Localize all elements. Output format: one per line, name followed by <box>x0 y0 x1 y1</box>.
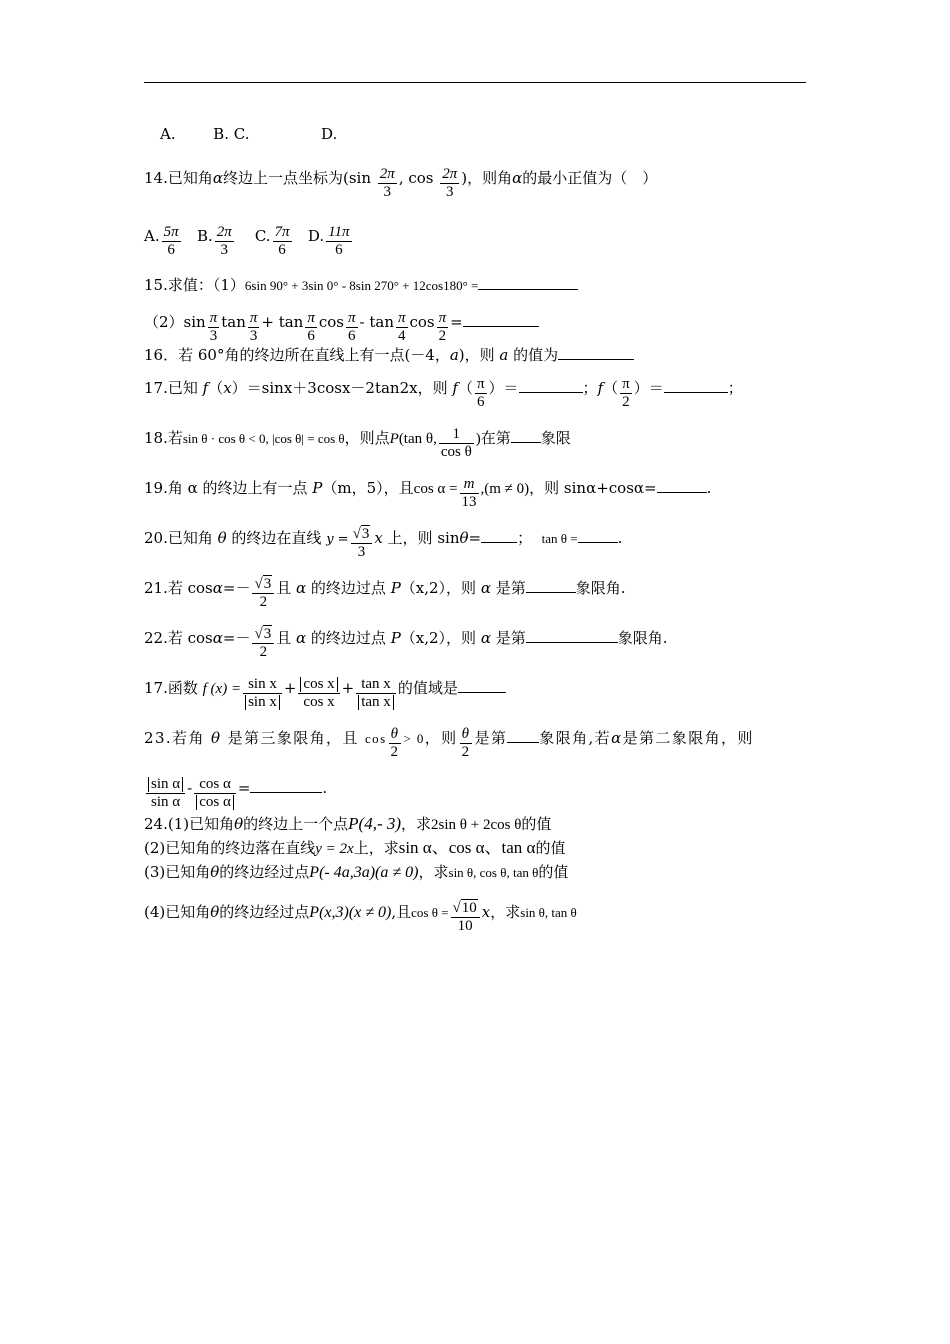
math-text: 3 <box>249 328 258 344</box>
math-text: 2 <box>461 744 471 760</box>
math-text: ）＝sinx＋3cosx－2tan2x，则 <box>231 379 453 397</box>
math-text: ； <box>517 529 533 547</box>
math-text: cos θ <box>440 444 472 460</box>
math-text: f (x) = <box>202 681 242 697</box>
math-text: . <box>322 779 328 797</box>
math-text: 的值 <box>538 863 569 881</box>
math-text: 2sin θ + 2cos θ <box>431 817 522 833</box>
math-text: 的终边过点 <box>306 579 391 597</box>
math-text: 的终边经过点 <box>219 863 310 881</box>
fraction <box>273 224 292 259</box>
math-text: sin x <box>243 676 282 694</box>
math-text: 20.已知角 <box>144 529 218 547</box>
math-text: cos θ = <box>411 905 449 920</box>
math-text: 16．若 60°角的终边所在直线上有一点(－4， <box>144 346 450 364</box>
math-text: 的最小正值为（ ） <box>522 169 658 187</box>
math-text: P(4,- 3) <box>348 814 402 833</box>
math-text: = <box>468 529 482 547</box>
math-text: tan θ = <box>541 531 578 546</box>
math-text: θ <box>389 726 402 744</box>
math-text: P <box>389 431 399 447</box>
math-text: 2π <box>216 224 232 240</box>
q14-question <box>144 166 657 201</box>
math-text: =－ <box>222 629 251 647</box>
math-text: 的终边上一个点 <box>243 815 349 833</box>
math-text: 18.若 <box>144 429 183 447</box>
math-text: 15.求值：（1） <box>144 276 245 294</box>
math-text: ，则点 <box>344 429 390 447</box>
math-text: y = 2x <box>315 841 354 857</box>
math-text: 3 <box>209 328 218 344</box>
math-text: 2 <box>390 744 400 760</box>
answer-blank[interactable] <box>578 527 618 543</box>
math-text: . <box>706 479 712 497</box>
answer-blank[interactable] <box>526 627 618 643</box>
math-text: 6 <box>307 328 315 344</box>
math-text: 10 <box>457 918 473 934</box>
math-text: (3)已知角 <box>144 863 211 881</box>
math-text: （ <box>603 379 619 397</box>
math-text: )，则 <box>458 346 500 364</box>
math-text: 6 <box>476 394 485 410</box>
math-text: 19.角 α 的终边上有一点 <box>144 479 313 497</box>
answer-blank[interactable] <box>511 427 541 443</box>
fraction <box>396 310 408 345</box>
fraction: $\frac{√3}{3}$ <box>351 526 373 561</box>
math-text: ，则 <box>424 729 458 747</box>
q17-question-a: 17.已知 f（x）＝sinx＋3cosx－2tan2x，则 f（ $\frac{\pi}{6}$ ）＝ ；f（ $\frac{\pi}{2}$ ）＝ ； <box>144 376 743 410</box>
fraction <box>439 426 474 461</box>
fraction: $\frac{√3}{2}$ <box>252 576 274 611</box>
math-text: 23.若角 <box>144 729 212 747</box>
math-text: 的值域是 <box>397 679 458 697</box>
math-text: 17.已知 <box>144 379 203 397</box>
answer-blank[interactable] <box>657 477 707 493</box>
q19-question <box>144 476 711 511</box>
answer-blank[interactable] <box>664 377 728 393</box>
math-text: α <box>296 629 307 647</box>
math-text: ）＝ <box>488 379 519 397</box>
math-text: 11π <box>328 224 350 240</box>
answer-blank[interactable] <box>526 577 576 593</box>
answer-blank[interactable] <box>519 377 583 393</box>
q24-part4 <box>144 900 577 935</box>
q23-expression <box>144 776 327 811</box>
math-text: (4)已知角 <box>144 903 211 921</box>
fraction <box>146 776 185 811</box>
math-text: f <box>202 379 209 397</box>
math-text: cos α <box>194 776 236 794</box>
math-text: 3 <box>446 184 454 200</box>
fraction <box>194 776 236 811</box>
fraction: $\frac{√3}{2}$ <box>252 626 274 661</box>
math-text: 6 <box>278 242 286 258</box>
fraction <box>305 310 317 345</box>
math-text: 3 <box>357 544 366 560</box>
math-text: 2 <box>438 328 447 344</box>
math-text: 且 <box>276 629 296 647</box>
math-text: cos <box>365 731 387 746</box>
math-text: x <box>223 379 232 397</box>
math-text: = <box>237 779 251 797</box>
fraction <box>437 310 449 345</box>
math-text: α <box>512 169 523 187</box>
math-text: （x,2），则 <box>400 629 481 647</box>
math-text: 的值为 <box>508 346 559 364</box>
q15-part2 <box>144 310 539 345</box>
q13-option-c: C. <box>233 125 250 143</box>
q20-question <box>144 526 622 561</box>
fraction <box>162 224 181 259</box>
math-text: 象限角. <box>617 629 668 647</box>
math-text: （m，5），且 <box>322 479 414 497</box>
math-text: a <box>449 346 459 364</box>
math-text: 2π <box>379 166 395 182</box>
math-text: )，则角 <box>461 169 513 187</box>
math-text: 是第 <box>490 629 526 647</box>
math-text: A. <box>144 227 160 245</box>
math-text: 6sin 90° + 3sin 0° - 8sin 270° + 12cos180° = <box>244 278 479 293</box>
math-text: 2 <box>259 594 268 610</box>
math-text: sin <box>183 313 206 331</box>
math-text: ，则 sinα+cosα= <box>529 479 657 497</box>
math-text: θ <box>460 726 473 744</box>
math-text: θ <box>211 729 222 747</box>
math-text: α <box>480 579 491 597</box>
math-text: = <box>450 313 463 331</box>
math-text: sin x <box>245 695 280 710</box>
math-text: 象限角. <box>575 579 626 597</box>
math-text: 24.(1)已知角 <box>144 815 235 833</box>
math-text: （ <box>457 379 473 397</box>
math-text: 象限 <box>540 429 571 447</box>
fraction <box>460 726 473 761</box>
math-text: (2)已知角的终边落在直线 <box>144 839 316 857</box>
q21-question <box>144 576 626 611</box>
math-text: 6 <box>348 328 356 344</box>
math-text: ，求 <box>401 815 432 833</box>
math-text: P(- 4a,3a)(a ≠ 0) <box>309 864 419 881</box>
answer-blank[interactable] <box>458 677 506 693</box>
math-text: f <box>597 379 604 397</box>
math-text: π <box>476 376 485 392</box>
fraction <box>215 224 234 259</box>
math-text: sin α <box>151 794 181 810</box>
math-text: sin α、cos α、tan α <box>398 838 536 857</box>
math-text: π <box>397 310 406 326</box>
math-text: 上，则 sin <box>382 529 460 547</box>
math-text: 3 <box>220 242 228 258</box>
q22-question <box>144 626 668 661</box>
math-text: a <box>499 346 509 364</box>
math-text: sin θ · cos θ < 0, |cos θ| = cos θ <box>182 431 345 446</box>
math-text: ,且 <box>391 903 412 921</box>
fraction <box>243 676 282 711</box>
math-text: 6 <box>167 242 175 258</box>
q17-question-b <box>144 676 506 711</box>
fraction <box>620 376 632 411</box>
math-text: m <box>460 476 479 494</box>
math-text: 3 <box>263 576 272 592</box>
math-text: θ <box>210 903 220 921</box>
q24-part2 <box>144 838 565 859</box>
q23-question <box>144 726 754 761</box>
math-text: 1 <box>439 426 474 444</box>
math-text: θ <box>459 529 469 547</box>
math-text: （2） <box>144 313 184 331</box>
math-text: =－ <box>222 579 251 597</box>
math-text: α <box>611 729 623 747</box>
math-text: π <box>438 310 447 326</box>
math-text: cos x <box>300 677 337 692</box>
math-text: cos <box>318 313 344 331</box>
math-text: sin θ, tan θ <box>520 905 577 920</box>
fraction <box>356 676 396 711</box>
fraction <box>248 310 260 345</box>
math-text: - <box>187 779 193 797</box>
math-text: ,(m ≠ 0) <box>480 481 530 497</box>
math-text: 上，求 <box>353 839 399 857</box>
q24-part3 <box>144 862 568 883</box>
math-text: - tan <box>359 313 394 331</box>
math-text: α <box>480 629 491 647</box>
math-text: π <box>249 310 258 326</box>
math-text: ) <box>475 431 481 447</box>
answer-blank[interactable] <box>507 727 539 743</box>
math-text: π <box>348 310 356 326</box>
math-text: 2 <box>259 644 268 660</box>
math-text: （x,2），则 <box>400 579 481 597</box>
math-text: > 0 <box>403 731 425 746</box>
math-text: (tan θ, <box>398 431 437 447</box>
math-text: 14.已知角 <box>144 169 213 187</box>
q13-option-b: B. <box>213 125 229 143</box>
math-text: 3 <box>383 184 392 200</box>
math-text: ，求 <box>490 903 521 921</box>
math-text: π <box>209 310 218 326</box>
answer-blank[interactable] <box>481 527 517 543</box>
fraction: $\frac{√10}{10}$ <box>451 900 480 935</box>
math-text: + tan <box>261 313 304 331</box>
math-text: 是第 <box>474 729 508 747</box>
header-rule <box>144 82 806 83</box>
math-text: x <box>374 529 383 547</box>
math-text: 的值 <box>521 815 552 833</box>
math-text: 3 <box>263 626 272 642</box>
fraction <box>440 166 459 201</box>
math-text: 是第三象限角，且 <box>221 729 366 747</box>
math-text: 2 <box>622 394 630 410</box>
math-text: α <box>296 579 307 597</box>
math-text: θ <box>234 815 244 833</box>
math-text: , cos <box>398 169 434 187</box>
fraction <box>326 224 351 259</box>
math-text: 象限角,若 <box>539 729 612 747</box>
math-text: 且 <box>276 579 296 597</box>
math-text: 17.函数 <box>144 679 203 697</box>
fraction <box>378 166 397 201</box>
math-text: 是第二象限角，则 <box>622 729 754 747</box>
math-text: P <box>312 479 323 497</box>
math-text: tan x <box>358 695 394 710</box>
math-text: P(x,3)(x ≠ 0) <box>309 904 392 921</box>
math-text: 的值 <box>535 839 566 857</box>
math-text: B. <box>196 227 213 245</box>
math-text: ，求 <box>418 863 449 881</box>
fraction <box>298 676 339 711</box>
math-text: 的终边经过点 <box>219 903 310 921</box>
math-text: ； <box>727 379 743 397</box>
math-text: 5π <box>163 224 179 240</box>
answer-blank[interactable] <box>478 274 578 290</box>
math-text: θ <box>217 529 227 547</box>
q15-part1 <box>144 274 578 296</box>
math-text: C. <box>254 227 271 245</box>
math-text: π <box>622 376 630 392</box>
fraction <box>346 310 358 345</box>
q14-options <box>144 224 354 259</box>
answer-blank[interactable] <box>250 777 322 793</box>
q24-part1 <box>144 814 551 835</box>
math-text: 22.若 cos <box>144 629 213 647</box>
math-text: 4 <box>397 328 406 344</box>
math-text: sin θ, cos θ, tan θ <box>448 865 539 880</box>
fraction <box>389 726 402 761</box>
math-text: cos x <box>303 694 335 710</box>
q13-options <box>160 124 337 144</box>
math-text: tan x <box>356 676 396 694</box>
fraction <box>475 376 487 411</box>
math-text: 13 <box>461 494 477 510</box>
math-text: α <box>212 579 223 597</box>
math-text: D. <box>307 227 325 245</box>
math-text: 是第 <box>490 579 526 597</box>
math-text: cos α <box>196 795 234 810</box>
math-text: 终边上一点坐标为(sin <box>223 169 372 187</box>
math-text: x <box>481 903 491 921</box>
math-text: 在第 <box>480 429 511 447</box>
math-text: + <box>341 679 355 697</box>
math-text: f <box>452 379 458 397</box>
math-text: + <box>283 679 297 697</box>
math-text: θ <box>210 863 220 881</box>
math-text: π <box>307 310 315 326</box>
math-text: 6 <box>335 242 343 258</box>
math-text: P <box>390 579 401 597</box>
math-text: sin α <box>148 777 183 792</box>
q13-option-a: A. <box>160 125 176 143</box>
math-text: 7π <box>274 224 290 240</box>
q13-option-d: D. <box>321 125 338 143</box>
answer-blank[interactable] <box>463 311 539 327</box>
q18-question <box>144 426 571 461</box>
fraction <box>460 476 479 511</box>
math-text: P <box>390 629 401 647</box>
answer-blank[interactable] <box>558 344 634 360</box>
math-text: α <box>212 629 223 647</box>
q16-question <box>144 344 634 365</box>
math-text: 10 <box>461 900 477 916</box>
math-text: 2π <box>442 166 458 182</box>
math-text: 3 <box>361 526 370 542</box>
math-text: . <box>617 529 623 547</box>
math-text: 的终边过点 <box>306 629 391 647</box>
math-text: ）＝ <box>633 379 664 397</box>
math-text: cos <box>409 313 435 331</box>
math-text: y = <box>326 532 349 547</box>
fraction <box>208 310 220 345</box>
math-text: ； <box>582 379 598 397</box>
math-text: cos α = <box>413 481 458 497</box>
math-text: tan <box>221 313 246 331</box>
math-text: α <box>212 169 223 187</box>
math-text: 21.若 cos <box>144 579 213 597</box>
math-text: 的终边在直线 <box>226 529 327 547</box>
